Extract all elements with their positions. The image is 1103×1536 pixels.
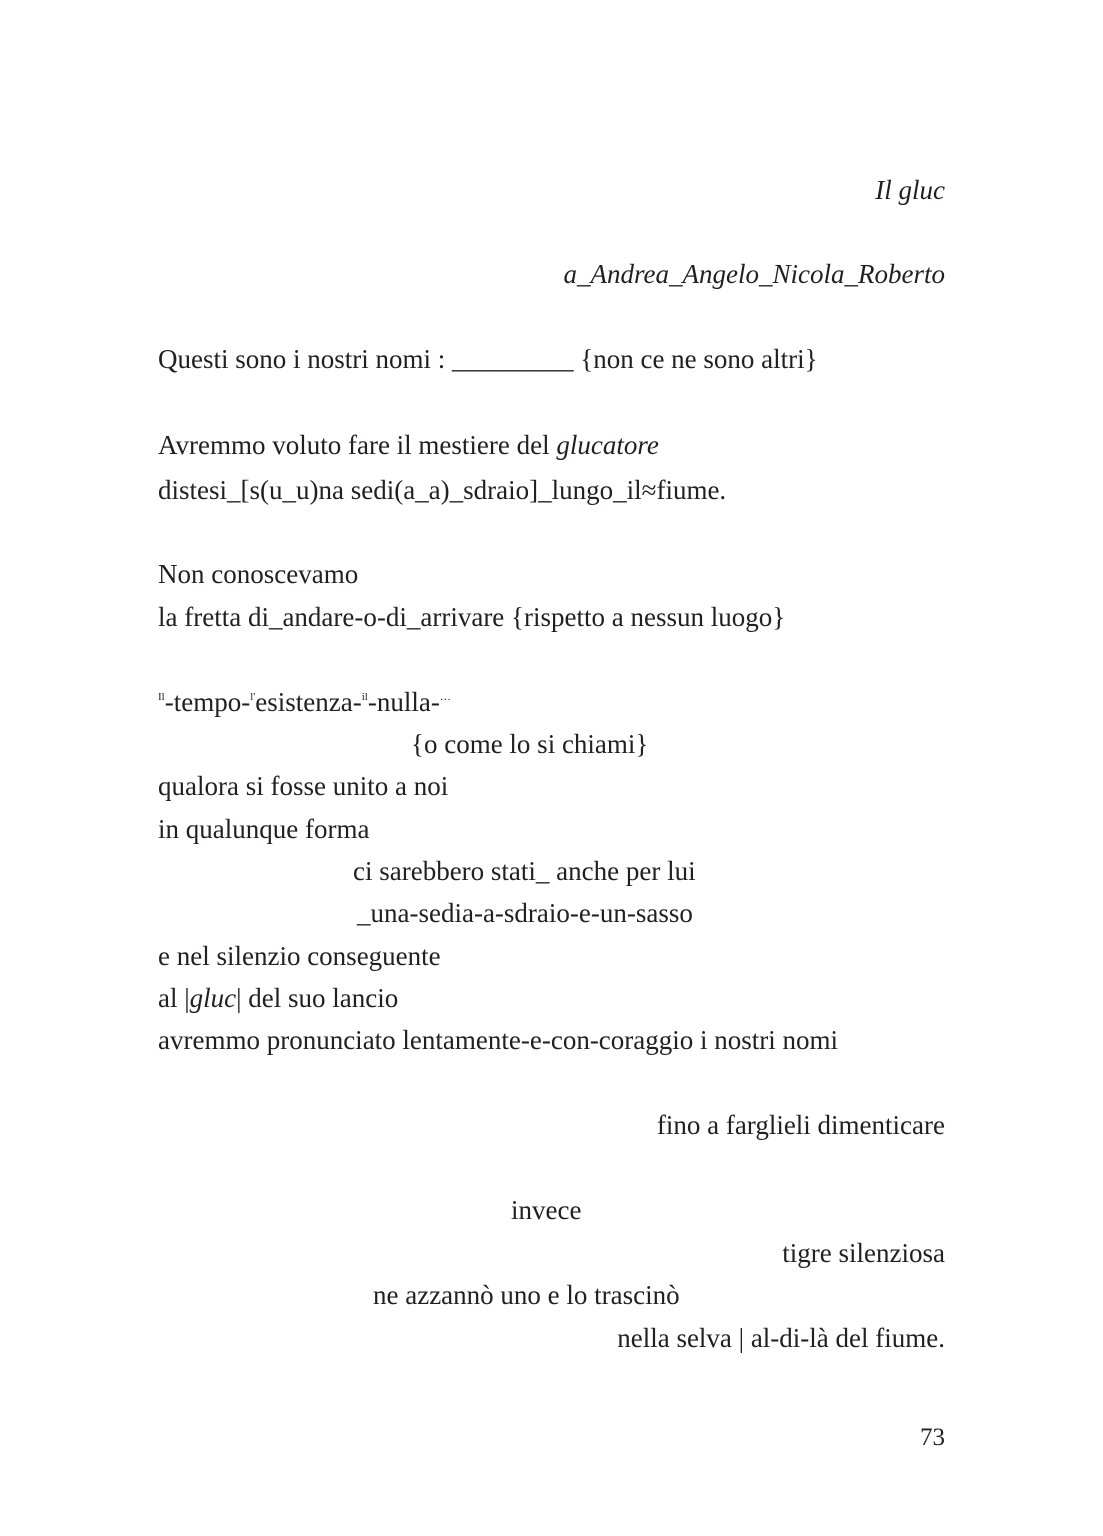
superscript-word: …: [439, 691, 451, 703]
verse-line: fino a farglieli dimenticare: [656, 1110, 945, 1140]
verse-text: -tempo-: [164, 687, 251, 717]
verse-line: e nel silenzio conseguente: [158, 941, 441, 971]
verse-line: invece: [511, 1195, 582, 1225]
verse-text: esistenza-: [255, 687, 362, 717]
verse-line: la fretta di_andare-o-di_arrivare {rispetto a nessun luogo}: [158, 602, 786, 632]
verse-line: [158, 686, 451, 718]
poem-title: Il gluc: [875, 175, 945, 205]
superscript-word: il: [361, 691, 368, 703]
verse-line: [158, 982, 398, 1014]
verse-line: in qualunque forma: [158, 814, 370, 844]
verse-italic-word: glucatore: [556, 430, 659, 460]
verse-line: {o come lo si chiami}: [411, 729, 649, 759]
verse-line: tigre silenziosa: [782, 1238, 945, 1268]
superscript-word: l': [250, 691, 256, 703]
verse-text: Avremmo voluto fare il mestiere del: [158, 430, 557, 460]
verse-line: distesi_[s(u_u)na sedi(a_a)_sdraio]_lungo_il≈fiume.: [158, 475, 727, 505]
verse-italic-word: gluc: [189, 983, 237, 1013]
verse-line: _una-sedia-a-sdraio-e-un-sasso: [357, 898, 693, 928]
verse-line: nella selva | al-di-là del fiume.: [617, 1323, 945, 1353]
superscript-word: Il: [158, 691, 165, 703]
verse-line: [158, 429, 659, 461]
verse-line: ci sarebbero stati_ anche per lui: [353, 856, 696, 886]
verse-text: | del suo lancio: [236, 983, 399, 1013]
verse-line: Non conoscevamo: [158, 559, 359, 589]
verse-line: Questi sono i nostri nomi : _________ {non ce ne sono altri}: [158, 344, 818, 374]
verse-text: -nulla-: [367, 687, 440, 717]
verse-line: avremmo pronunciato lentamente-e-con-coraggio i nostri nomi: [158, 1025, 839, 1055]
page-number: 73: [920, 1424, 945, 1451]
verse-text: al |: [158, 983, 190, 1013]
verse-line: ne azzannò uno e lo trascinò: [373, 1280, 680, 1310]
verse-line: qualora si fosse unito a noi: [158, 771, 449, 801]
dedication: a_Andrea_Angelo_Nicola_Roberto: [563, 259, 945, 289]
